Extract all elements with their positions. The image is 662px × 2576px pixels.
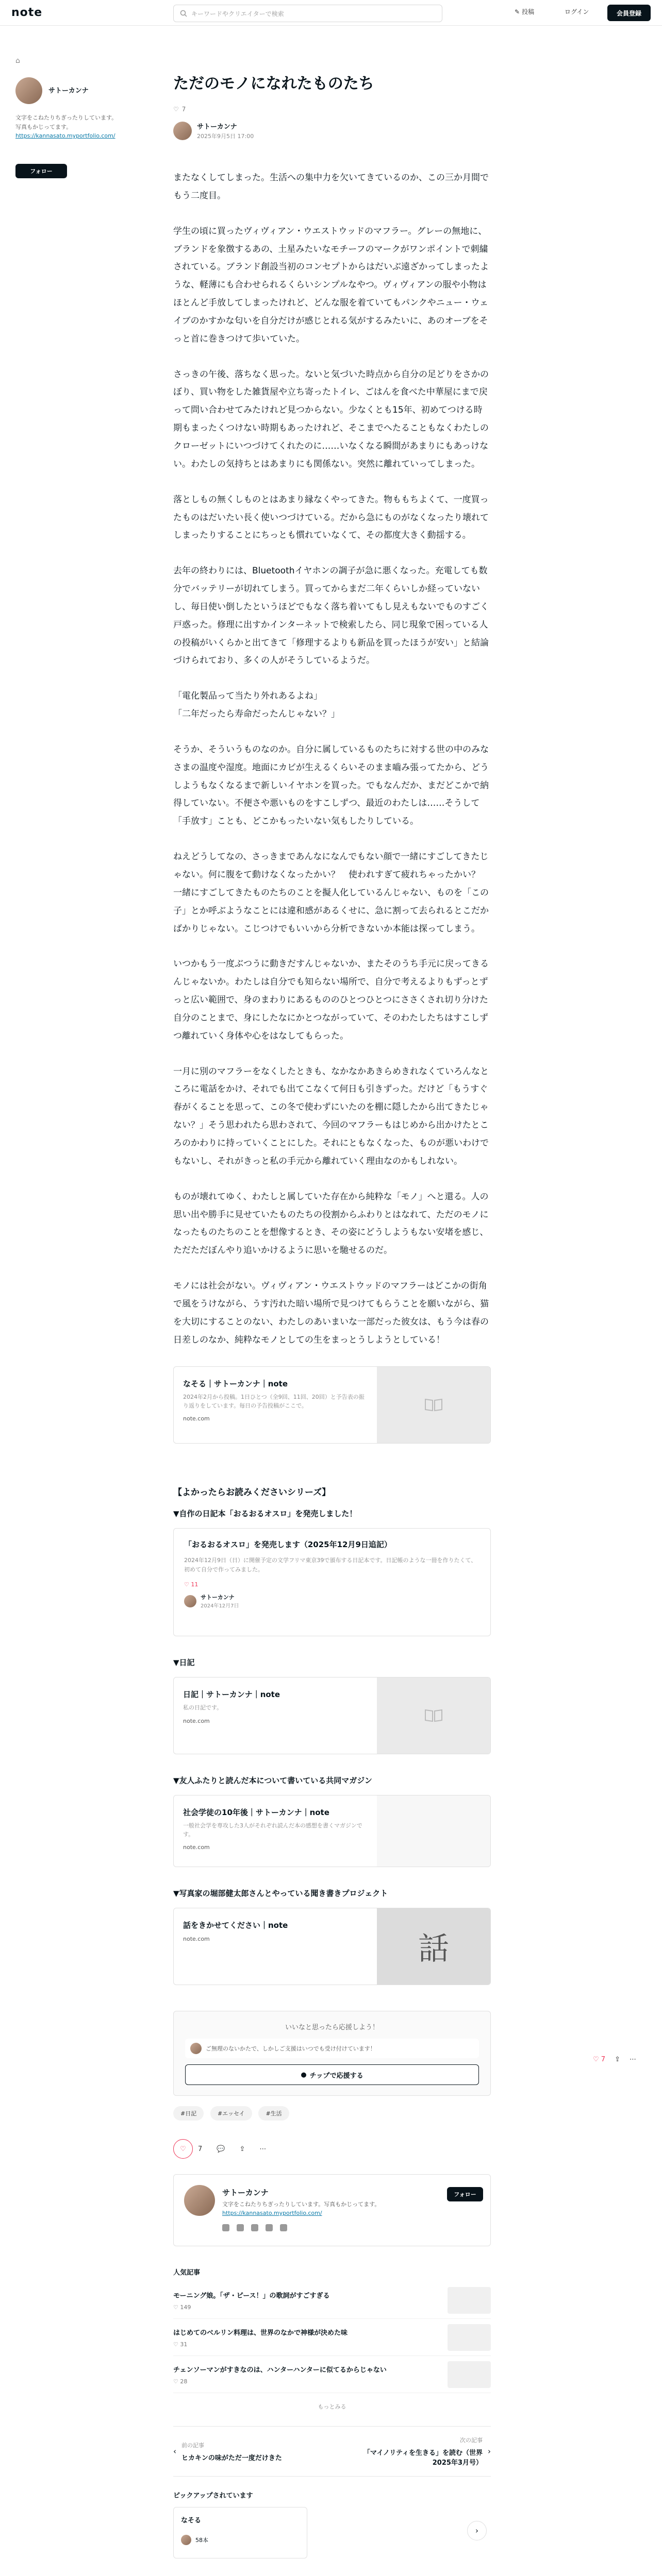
search-icon [180,10,187,17]
embed-author-row [184,1593,480,1609]
more-icon[interactable]: ⋯ [629,2056,636,2063]
embed-date: 2024年12月7日 [201,1603,239,1609]
popular-title: チェンソーマンがすきなのは、ハンターハンターに似てるからじゃない [173,2366,387,2374]
embed-title: 「おるおるオスロ」を発売します（2025年12月9日追記） [184,1540,392,1550]
note-logo[interactable]: note [11,6,43,19]
youtube-icon[interactable] [266,2224,273,2231]
popular-item[interactable] [173,2282,491,2319]
tag-chip[interactable]: #生活 [258,2106,289,2121]
pen-icon: ✎ [515,8,520,15]
magazine-thumbnail [377,1795,490,1867]
series-sub-heading: ▼自作の日記本「おるおるオスロ」を発売しました！ [173,1509,357,1519]
post-button[interactable] [515,7,534,16]
login-link[interactable]: ログイン [565,8,589,15]
embed-card-magazine[interactable] [173,1366,491,1444]
comment-icon[interactable]: 💬 [217,2145,225,2153]
embed-title: 話をきかせてください｜note [183,1921,288,1930]
publish-date: 2025年9月5日 17:00 [197,133,254,140]
instagram-icon[interactable] [237,2224,244,2231]
embed-card-interview[interactable] [173,1908,491,1985]
embed-likes: ♡ 11 [184,1581,198,1588]
share-icon[interactable]: ⇪ [239,2145,245,2153]
sidebar-link[interactable]: https://kannasato.myportfolio.com/ [15,132,115,140]
embed-desc: 2024年2月から投稿。1日ひとつ（全9回、11回、20回）と予告表の振り返りをしています。毎日の予告投稿がここで。 [183,1394,365,1409]
paragraph: いつかもう一度ぶつうに動きだすんじゃないか、またそのうち手元に戻ってきるんじゃないか。わたしは自分でも知らない場所で、自分で考えるよりもずっとずっと広い範囲で、身のまわりにあるもののひとつひとつにささくされ切り分けた自分のことまで、身にしたなにかとつながっていて、そのわたしたちはすこしずつ離れていく身体や心をはなしてもらった。 [173,959,489,1041]
embed-author: サトーカンナ [201,1594,235,1601]
paragraph: ねえどうしてなの、さっきまであんなになんでもない顔で一緒にすごしてきたじゃない。何に腹をて動けなくなったかい？ 使われすぎて疲れちゃったかい？ 一緒にすごしてきたものたちのことを擬人化しているんじゃない、ものを「この子」とか呼ぶようなことには違和感があるくせに、急に割って去られるとこだかばかりじゃない。こじつけでもいいから分析できないか本能は探ってしまう。 [173,852,489,934]
x-icon[interactable] [222,2224,229,2231]
search-bar[interactable] [173,5,442,22]
search-placeholder: キーワードやクリエイターで検索 [191,10,284,18]
article-title: ただのモノになれたものたち [173,75,374,93]
paragraph: 「電化製品って当たり外れあるよね」 「二年だったら寿命だったんじゃない？」 [173,691,340,720]
series-heading: 【よかったらお読みくださいシリーズ】 [173,1487,331,1498]
paragraph: そうか、そういうものなのか。自分に属しているものたちに対する世の中のみなさまの温度や湿度。地面にカビが生えるくらいそのまま嚙み張ってたから、どうしようもなくなるまで新しいイヤホンを買った。でもなんだか、まだどこかで納得していない。不便さや悪いものをすこしずつ、最近のわたしは……そうして「手放す」ことも、どこかもったいない気もしたりしている。 [173,744,489,827]
paragraph: さっきの午後、落ちなく思った。ないと気づいた時点から自分の足どりをさかのぼり、買い物をした雑貨屋や立ち寄ったトイレ、ごはんを食べた中華屋にまで戻って問い合わせてみたけれど見つからない。少なくとも15年、初めてつける時期もまったくつけない時期もあったけれど、そこまでへたることもなくわたしのクローゼットにいつづけてくれたのに……いなくなる瞬間があまりにもあっけない。わたしの気持ちとはあまりにも関係ない。突然に離れていってしまった。 [173,369,489,469]
tag-list [173,2106,491,2121]
embed-desc: 一般社会学を専攻した3人がそれぞれ読んだ本の感想を書くマガジンです。 [183,1822,362,1838]
popular-title: モーニング娘。「ザ・ピース！」の歌詞がすごすぎる [173,2292,330,2300]
popular-title: はじめてのベルリン料理は、世界のなかで神様が決めた味 [173,2329,348,2337]
creator-card [173,2174,491,2246]
sidebar-follow-button[interactable]: フォロー [15,164,67,178]
post-label: 投稿 [522,8,535,15]
left-sidebar [15,57,119,175]
prev-next-nav [173,2426,491,2477]
comment-section [173,2574,491,2576]
action-bar [173,2139,491,2159]
pickup-card[interactable]: なそる 58本 [173,2507,307,2558]
embed-url: note.com [183,1717,210,1724]
author-name[interactable]: サトーカンナ [197,123,237,131]
top-header [0,0,662,26]
paragraph: 一月に別のマフラーをなくしたときも、なかなかあきらめきれなくていろんなところに電話をかけ、それでも出てこなくて何日も引きずった。だけど「もうすぐ春がくることを思って、この冬で使わずにいたのを棚に隠したから出てきたじゃない？」そう思われたら思わされて、今回のマフラーもはじめから出かけたところのかわりに持っていくことにした。それにともなくなった、ものが悪いわけでもないし、それがきっと私の手元から離れていく理由なのかもしれない。 [173,1066,489,1166]
sidebar-bio-text: 文字をこねたりちぎったりしています。写真もかじってます。 [15,114,118,130]
paragraph: 去年の終わりには、Bluetoothイヤホンの調子が急に悪くなった。充電しても数分でバッテリーが切れてしまう。買ってからまだ二年くらいしか経っていないし、毎日使い倒したというほどでもなく落ち着いてもし見えもないでものすごく戸惑った。修理に出すかインターネットで検索したら、同じ現象で困っている人の投稿がいくらかと出てきて「修理するよりも新品を買ったほうが安い」と結論づけられており、多くの人がそうしているようだ。 [173,566,489,666]
tag-chip[interactable]: #日記 [173,2106,204,2121]
embed-title: なそる｜サトーカンナ｜note [183,1379,288,1389]
embed-url: note.com [183,1936,210,1943]
embed-title: 日記｜サトーカンナ｜note [183,1690,280,1700]
tag-chip[interactable]: #エッセイ [210,2106,252,2121]
embed-desc: 私の日記です。 [183,1704,223,1711]
support-title: いいなと思ったら応援しよう！ [285,2024,379,2032]
support-box [173,2011,491,2096]
creator-bio: 文字をこねたりちぎったりしています。写真もかじってます。 https://kannasato.myportfolio.com/ [222,2201,380,2216]
comment-heading [173,2574,491,2576]
creator-avatar[interactable] [184,2185,215,2216]
embed-title: 社会学徒の10年後｜サトーカンナ｜note [183,1808,329,1818]
embed-card-note[interactable] [173,1528,491,1636]
article-meta [173,106,491,113]
heart-icon[interactable]: ♡ [173,106,179,113]
popular-item[interactable] [173,2356,491,2393]
tip-button[interactable]: ● チップで応援する [185,2064,479,2085]
popular-item[interactable] [173,2319,491,2356]
link-icon[interactable] [251,2224,258,2231]
creator-follow-button[interactable]: フォロー [447,2187,483,2201]
avatar [181,2535,191,2545]
pickup-section [173,2490,491,2558]
popular-likes: ♡ 28 [173,2378,188,2385]
like-count: 7 [198,2145,203,2153]
avatar[interactable] [15,77,42,104]
next-article-link[interactable]: 次の記事 「マイノリティを生きる」を読む（世界 2025年3月号） › [363,2437,491,2467]
more-icon[interactable]: ⋯ [259,2145,267,2153]
series-sub-heading: ▼写真家の堀部健太郎さんとやっている聞き書きプロジェクト [173,1889,388,1899]
popular-section [173,2267,491,2411]
calligraphy-thumbnail: 話 [377,1908,490,1985]
embed-card-diary[interactable] [173,1677,491,1754]
social-links [222,2224,287,2231]
share-icon[interactable]: ⇪ [615,2056,620,2063]
sidebar-bio [15,113,119,141]
series-sub-heading: ▼友人ふたりと読んだ本について書いている共同マガジン [173,1776,372,1786]
floating-actions [593,2056,636,2063]
paragraph: モノには社会がない。ヴィヴィアン・ウエストウッドのマフラーはどこかの街角で風をうけながら、うす汚れた暗い場所で見つけてもらうことを願いながら、猫を大切にすることのない、わたしのあいまいな一部だった彼女は、もう今は春の日差しのなか、純粋なモノとしての生をまっとうしようとしている！ [173,1281,489,1345]
chevron-left-icon: ‹ [173,2447,176,2456]
author-avatar[interactable] [173,122,192,140]
pickup-heading: ピックアップされています [173,2492,253,2500]
book-icon [377,1677,490,1754]
creator-link[interactable]: https://kannasato.myportfolio.com/ [222,2209,322,2216]
avatar [190,2043,202,2054]
author-row [173,121,491,140]
popular-likes: ♡ 149 [173,2303,191,2311]
popular-thumbnail [448,2287,491,2314]
article-main [173,72,491,2576]
book-icon [377,1367,490,1443]
paragraph: ものが壊れてゆく、わたしと属していた存在から純粋な「モノ」へと還る。人の思い出や勝手に見せていたものたちの役割からふわりとはなれて、ただのモノになったものたちのことを想像するとき、その姿にどうしようもない安堵を感じ、ただただぼんやり追いかけるように思いを馳せるのだ。 [173,1191,489,1256]
more-link[interactable]: もっとみる [318,2403,346,2411]
popular-thumbnail [448,2324,491,2351]
magazine-icon[interactable]: ⌂ [15,57,20,65]
article-body [173,169,491,1349]
popular-likes: ♡ 31 [173,2341,188,2348]
series-sub-heading: ▼日記 [173,1658,195,1668]
embed-desc: 2024年12月9日（日）に開催予定の文学フリマ東京39で頒布する日記本です。日記帳のような一冊を作りたくて、初めて自分で作ってみました。 [184,1556,477,1573]
embed-card-magazine-shared[interactable] [173,1795,491,1867]
paragraph: 落としもの無くしものとはあまり縁なくやってきた。物ももちよくて、一度買ったものはだいたい長く使いつづけている。だから急にものがなくなったり壊れてしまったりすることにちっとも慣れていなくて、その都度大きく動揺する。 [173,494,489,541]
chevron-right-icon[interactable]: › [467,2521,487,2540]
tip-icon: ● [301,2071,307,2079]
support-message: ご無理のないかたで、しかしご支援はいつでも受け付けています！ [185,2039,479,2058]
popular-thumbnail [448,2361,491,2388]
sidebar-author-name[interactable]: サトーカンナ [48,87,89,95]
creator-name[interactable]: サトーカンナ [222,2188,269,2198]
like-count: 7 [181,106,186,113]
like-button[interactable]: ♡ 7 [593,2056,606,2063]
rss-icon[interactable] [280,2224,287,2231]
like-button[interactable]: ♡ [173,2139,193,2159]
embed-url: note.com [183,1844,210,1851]
paragraph: またなくしてしまった。生活への集中力を欠いてきているのか、この三か月間でもう二度目。 [173,173,489,201]
embed-url: note.com [183,1415,210,1422]
prev-article-link[interactable]: ‹ 前の記事 ヒカキンの味がただ一度だけきた [173,2442,282,2462]
chevron-right-icon: › [488,2447,491,2456]
avatar [184,1595,196,1607]
paragraph: 学生の頃に買ったヴィヴィアン・ウエストウッドのマフラー。グレーの無地に、ブランドを象徴するあの、土星みたいなモチーフのマークがワンポイントで刺繍されている。ブランド創設当初のコンセプトからはだいぶ遠ざかってしまったような、軽薄にも合わせられるくらいシンプルなやつ。ヴィヴィアンの服や小物はほとんど手放してしまったけれど、どんな服を着ていてもパンクやニュー・ウェイブのかすかな匂いを自分だけが感じとれる気がするみたいに、あのオーブをそっと首に巻きつけて歩いていた。 [173,226,489,344]
popular-heading: 人気記事 [173,2269,201,2277]
signup-button[interactable]: 会員登録 [607,5,651,21]
